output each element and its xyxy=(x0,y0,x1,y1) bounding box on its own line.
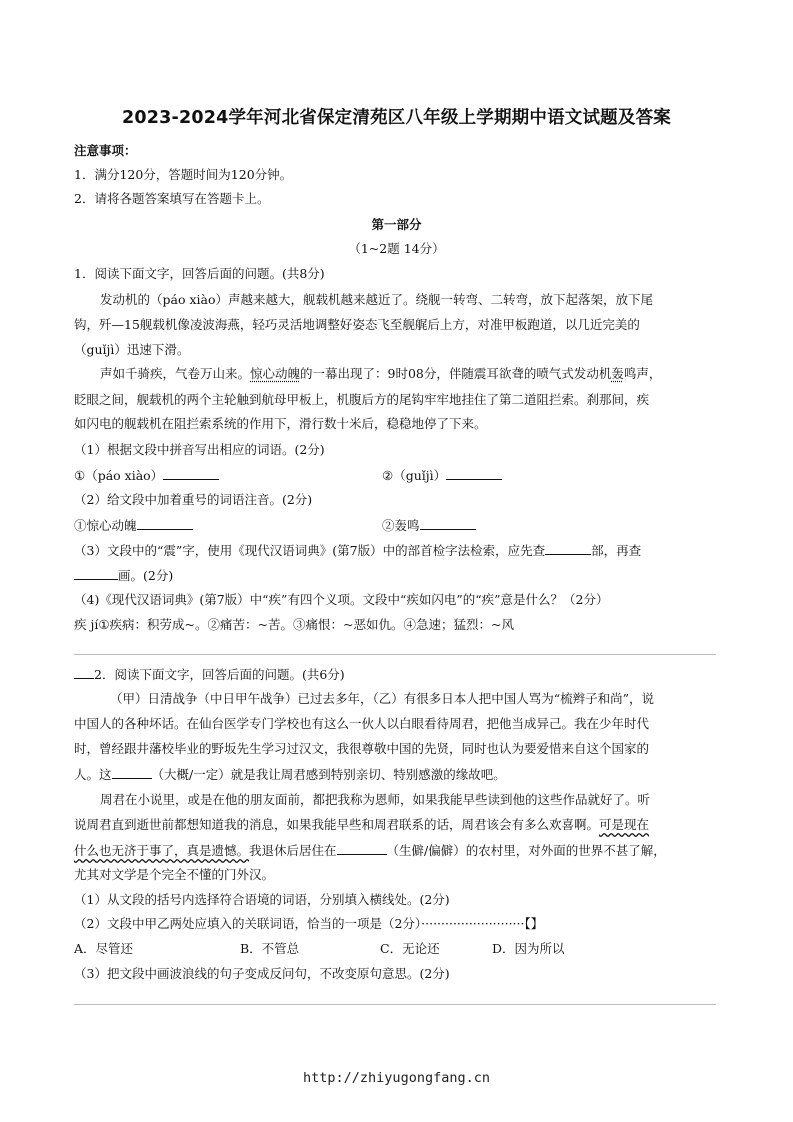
answer-blank[interactable] xyxy=(74,665,94,679)
q2-sub1: （1）从文段的括号内选择符合语境的词语，分别填入横线处。(2分) xyxy=(74,892,450,907)
text-segment: （大概/一定）就是我让周君感到特别亲切、特别感激的缘故吧。 xyxy=(151,767,506,782)
q2-paragraph-1-line-4 xyxy=(74,765,506,784)
text-segment: 画。(2分) xyxy=(118,568,174,583)
part-range: （1~2题 14分） xyxy=(348,241,445,256)
part-heading: 第一部分 xyxy=(371,217,422,232)
text-segment: 鸣声， xyxy=(623,366,662,381)
q1-paragraph-2-line-3: 如闪电的舰载机在阻拦索系统的作用下，滑行数十米后，稳稳地停了下来。 xyxy=(74,416,487,431)
q1-sub1-blank-a xyxy=(74,466,219,485)
q1-sub1-blank-b xyxy=(382,466,502,485)
q1-paragraph-1-line-1: 发动机的（páo xiào）声越来越大，舰载机越来越近了。绕舰一转弯、二转弯，放下起落架，放下尾 xyxy=(100,292,653,307)
option-c[interactable]: C．无论还 xyxy=(380,941,440,956)
q1-sub4: （4)《现代汉语词典》(第7版）中“疾”有四个义项。文段中“疾如闪电”的“疾”意是什么？（2分） xyxy=(74,592,609,607)
text-segment: 声如千骑疾，气卷万山来。 xyxy=(100,366,251,381)
q2-paragraph-1-line-3: 时，曾经跟井藩校毕业的野坂先生学习过汉文，我很尊敬中国的先贤，同时也认为要爱惜来自这个国家的 xyxy=(74,741,650,756)
q1-paragraph-2-line-1 xyxy=(100,365,661,383)
q2-paragraph-2-line-4: 尤其对文学是个完全不懂的门外汉。 xyxy=(74,867,275,882)
question-2-stem xyxy=(74,665,345,684)
footer-url[interactable]: http://zhiyugongfang.cn xyxy=(303,1070,490,1086)
text-segment: 人。这 xyxy=(74,767,112,782)
q2-sub3: （3）把文段中画波浪线的句子变成反问句，不改变原句意思。(2分) xyxy=(74,966,450,981)
wavy-underlined-sentence: 可是现在 xyxy=(599,817,650,832)
answer-blank[interactable] xyxy=(337,841,387,855)
q1-sub2-blank-a xyxy=(74,516,193,535)
q2-paragraph-2-line-1: 周君在小说里，或是在他的朋友面前，都把我称为恩师，如果我能早些读到他的这些作品就好了。听 xyxy=(100,792,651,807)
blank-label: ①（páo xiào） xyxy=(74,468,164,483)
blank-label: ①惊心动魄 xyxy=(74,518,137,533)
text-segment: 的一幕出现了：9时08分，伴随震耳欲聋的喷气式发动机 xyxy=(300,366,612,381)
option-d[interactable]: D．因为所以 xyxy=(492,941,565,956)
text-segment: 我退休后居住在 xyxy=(249,843,337,858)
notice-item-2: 2．请将各题答案填写在答题卡上。 xyxy=(74,191,270,206)
q1-paragraph-2-line-2: 眨眼之间，舰载机的两个主轮触到航母甲板上，机腹后方的尾钩牢牢地挂住了第二道阻拦索。刹那间，疾 xyxy=(74,392,650,407)
q1-sub1: （1）根据文段中拼音写出相应的词语。(2分) xyxy=(74,442,325,457)
answer-blank[interactable] xyxy=(163,466,219,480)
q2-paragraph-1-line-2: 中国人的各种坏话。在仙台医学专门学校也有这么一伙人以白眼看待周君，把他当成异己。我在少年时代 xyxy=(74,716,650,731)
text-segment: 说周君直到逝世前都想知道我的消息，如果我能早些和周君联系的话，周君该会有多么欢喜啊。 xyxy=(74,817,600,832)
text-segment: 部，再查 xyxy=(591,543,642,558)
wavy-underlined-sentence: 什么也无济于事了，真是遗憾。 xyxy=(74,843,250,858)
notice-item-1: 1．满分120分，答题时间为120分钟。 xyxy=(74,167,293,182)
q2-paragraph-2-line-3 xyxy=(74,841,666,860)
divider xyxy=(74,654,716,655)
q1-sub2-blank-b xyxy=(382,516,476,535)
answer-blank[interactable] xyxy=(420,516,476,530)
q2-paragraph-1-line-1: （甲）日清战争（中日甲午战争）已过去多年，（乙）有很多日本人把中国人骂为“梳辫子和尚”，说 xyxy=(110,691,655,706)
text-segment: 2．阅读下面文字，回答后面的问题。(共6分) xyxy=(94,667,345,682)
option-b[interactable]: B．不管总 xyxy=(240,941,300,956)
divider xyxy=(74,1004,716,1005)
answer-blank[interactable] xyxy=(112,765,152,779)
q1-paragraph-1-line-3: （guǐjì）迅速下滑。 xyxy=(74,342,190,357)
emphasized-word: 轰 xyxy=(611,366,624,381)
answer-blank[interactable] xyxy=(446,466,502,480)
q1-sub2: （2）给文段中加着重号的词语注音。(2分) xyxy=(74,492,313,507)
q1-paragraph-1-line-2: 钩，歼—15舰载机像凌波海燕，轻巧灵活地调整好姿态飞至舰艉后上方，对准甲板跑道，以几近完美的 xyxy=(74,317,640,332)
notice-heading: 注意事项： xyxy=(74,143,137,158)
page-title: 2023-2024学年河北省保定清苑区八年级上学期期中语文试题及答案 xyxy=(122,108,671,128)
answer-blank[interactable] xyxy=(74,566,118,580)
question-1-stem: 1．阅读下面文字，回答后面的问题。(共8分) xyxy=(74,266,325,281)
q2-sub2: （2）文段中甲乙两处应填入的关联词语，恰当的一项是（2分）··························【】 xyxy=(74,916,544,931)
blank-label: ②轰鸣 xyxy=(382,518,420,533)
blank-label: ②（guǐjì） xyxy=(382,468,447,483)
answer-blank[interactable] xyxy=(137,516,193,530)
q1-sub4-definitions: 疾 jí①疾病：积劳成~。②痛苦：~苦。③痛恨：~恶如仇。④急速；猛烈：~风 xyxy=(74,617,514,632)
q1-sub3-cont xyxy=(74,566,173,585)
text-segment: （3）文段中的“震”字，使用《现代汉语词典》(第7版）中的部首检字法检索，应先查 xyxy=(74,543,546,558)
text-segment: （生僻/偏僻）的农村里，对外面的世界不甚了解， xyxy=(386,843,666,858)
answer-blank[interactable] xyxy=(545,541,591,555)
q2-paragraph-2-line-2 xyxy=(74,816,649,834)
q1-sub3 xyxy=(74,541,641,560)
emphasized-word: 惊心动魄 xyxy=(250,366,301,381)
option-a[interactable]: A．尽管还 xyxy=(74,941,134,956)
